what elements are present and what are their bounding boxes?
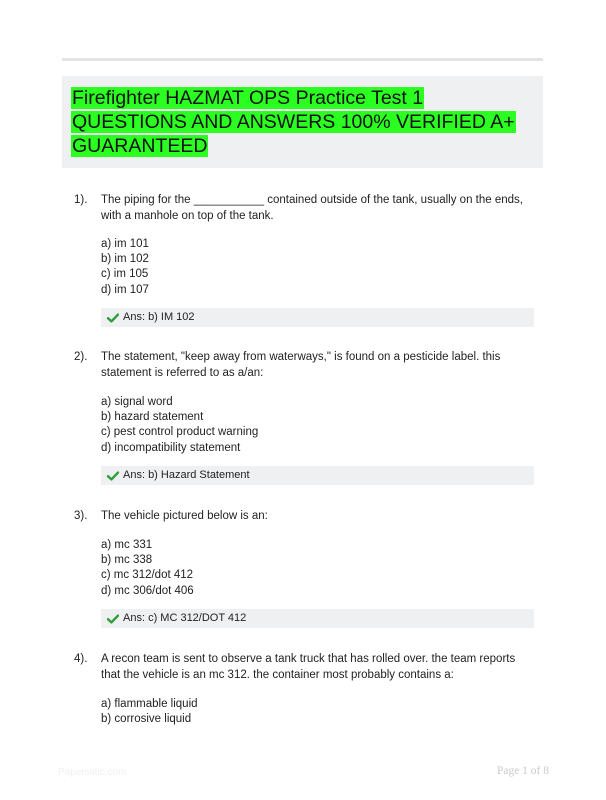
option-list [101,697,501,727]
option-c: c) pest control product warning [101,426,259,439]
option-a: a) signal word [101,396,173,408]
answer-text: Ans: c) MC 312/DOT 412 [123,612,247,624]
question-number: 1). [74,194,88,206]
question-number: 2). [74,351,88,363]
option-c: c) mc 312/dot 412 [101,569,194,582]
option-a: a) mc 331 [101,539,153,551]
option-b: b) corrosive liquid [101,713,192,726]
option-d: d) im 107 [101,283,149,296]
option-b: b) im 102 [101,253,149,266]
option-c: c) im 105 [101,268,149,281]
check-icon [107,466,119,485]
option-d: d) mc 306/dot 406 [101,584,194,597]
check-icon [107,609,119,628]
question-text: A recon team is sent to observe a tank truck that has rolled over. the team reports that the vehicle is an mc 312. the container most probably contains a: [101,653,516,681]
footer-watermark: Paperstitic.com [58,767,127,778]
option-b: b) hazard statement [101,411,204,424]
page-indicator: Page 1 of 8 [496,765,549,777]
option-a: a) im 101 [101,238,149,250]
option-d: d) incompatibility statement [101,441,241,454]
question-number: 3). [74,510,88,522]
answer-text: Ans: b) IM 102 [123,311,195,323]
question-text: The vehicle pictured below is an: [101,510,268,522]
answer-text: Ans: b) Hazard Statement [123,469,250,481]
title-highlight: Firefighter HAZMAT OPS Practice Test 1 QUESTIONS AND ANSWERS 100% VERIFIED A+ GUARANTEED [72,87,515,157]
option-list [101,395,501,456]
option-list [101,237,501,298]
answer-box [101,308,534,327]
question-text: The statement, "keep away from waterways," is found on a pesticide label. this statement is referred to as a/an: [101,351,501,379]
question-number: 4). [74,653,88,665]
option-list [101,538,501,599]
question-text: The piping for the ___________ contained outside of the tank, usually on the ends, with a manhole on top of the tank. [101,194,523,222]
option-a: a) flammable liquid [101,698,198,710]
document-title [71,86,541,158]
top-divider [62,58,543,61]
answer-box [101,466,534,485]
answer-box [101,609,534,628]
check-icon [107,308,119,327]
option-b: b) mc 338 [101,554,153,567]
